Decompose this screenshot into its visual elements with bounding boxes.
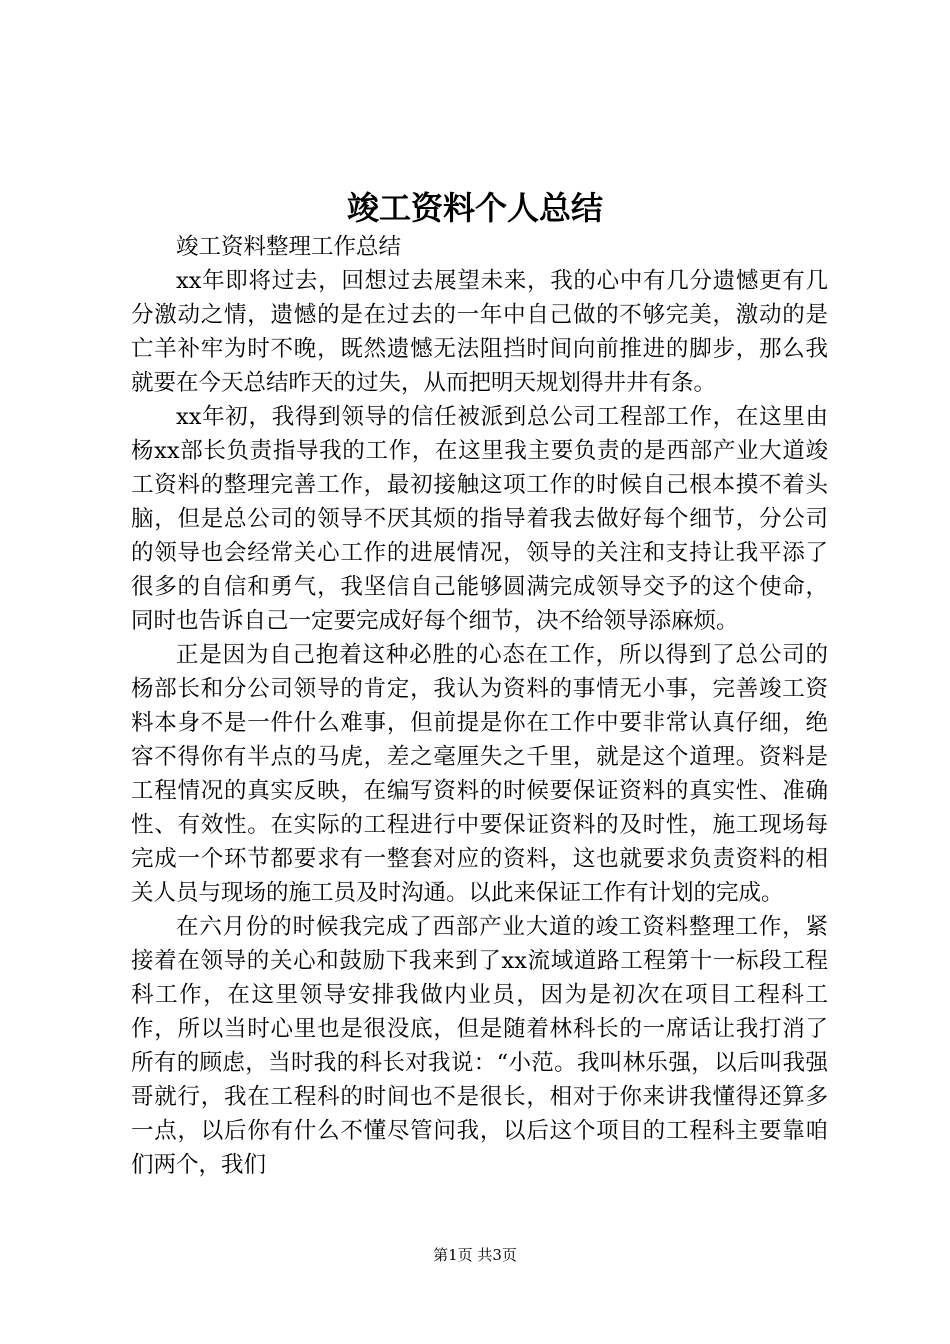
page-footer: 第1页 共3页 (433, 1246, 517, 1264)
document-subtitle: 竣工资料整理工作总结 (176, 234, 402, 260)
paragraph-3: 正是因为自己抱着这种必胜的心态在工作，所以得到了总公司的杨部长和分公司领导的肯定，我认为资料的事情无小事，完善竣工资料本身不是一件什么难事，但前提是你在工作中要非常认真仔细，绝容不得你有半点的马虎，差之毫厘失之千里，就是这个道理。资料是工程情况的真实反映，在编写资料的时候要保证资料的真实性、准确性、有效性。在实际的工程进行中要保证资料的及时性，施工现场每完成一个环节都要求有一整套对应的资料，这也就要求负责资料的相关人员与现场的施工员及时沟通。以此来保证工作有计划的完成。 (131, 642, 828, 906)
paragraph-4: 在六月份的时候我完成了西部产业大道的竣工资料整理工作，紧接着在领导的关心和鼓励下我来到了xx流域道路工程第十一标段工程科工作，在这里领导安排我做内业员，因为是初次在项目工程科工作，所以当时心里也是很没底，但是随着林科长的一席话让我打消了所有的顾虑，当时我的科长对我说：“小范。我叫林乐强，以后叫我强哥就行，我在工程科的时间也不是很长，相对于你来讲我懂得还算多一点，以后你有什么不懂尽管问我，以后这个项目的工程科主要靠咱们两个，我们 (131, 914, 828, 1178)
document-body (131, 230, 828, 1182)
paragraph-2: xx年初，我得到领导的信任被派到总公司工程部工作，在这里由杨xx部长负责指导我的工作，在这里我主要负责的是西部产业大道竣工资料的整理完善工作，最初接触这项工作的时候自己根本摸不着头脑，但是总公司的领导不厌其烦的指导着我去做好每个细节，分公司的领导也会经常关心工作的进展情况，领导的关注和支持让我平添了很多的自信和勇气，我坚信自己能够圆满完成领导交予的这个使命，同时也告诉自己一定要完成好每个细节，决不给领导添麻烦。 (131, 404, 828, 634)
paragraph-1: xx年即将过去，回想过去展望未来，我的心中有几分遗憾更有几分激动之情，遗憾的是在过去的一年中自己做的不够完美，激动的是亡羊补牢为时不晚，既然遗憾无法阻挡时间向前推进的脚步，那么我就要在今天总结昨天的过失，从而把明天规划得井井有条。 (131, 268, 828, 396)
document-title: 竣工资料个人总结 (346, 189, 603, 227)
